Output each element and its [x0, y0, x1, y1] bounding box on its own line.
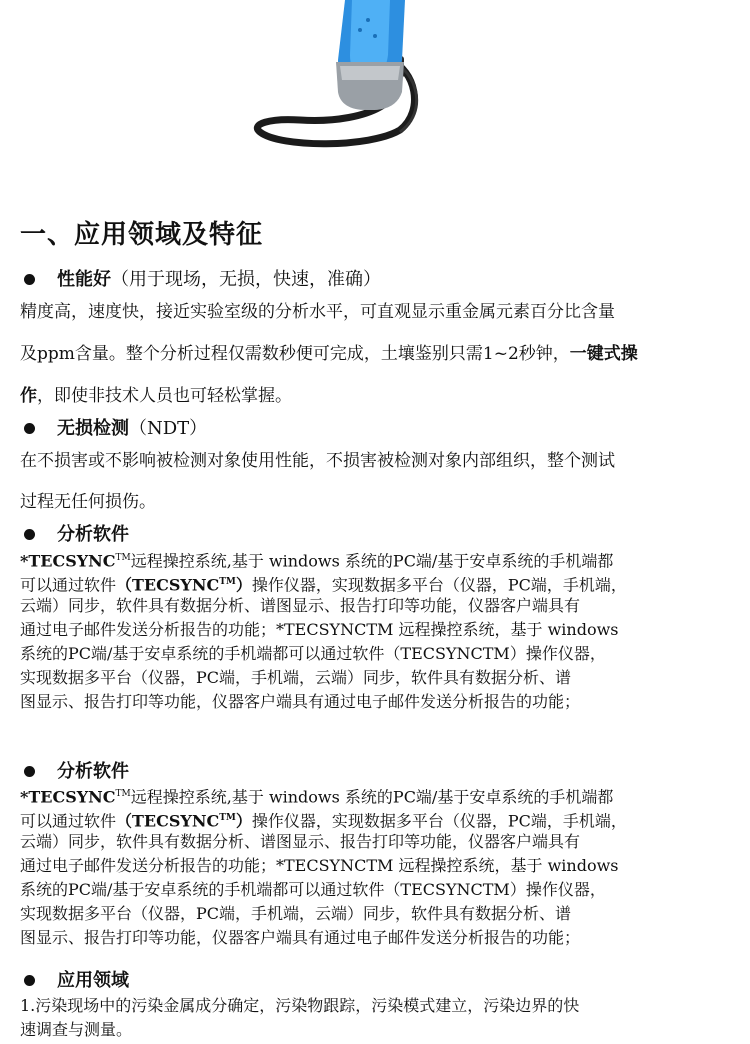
- bullet-subtitle: （NDT）: [129, 418, 208, 439]
- paragraph-line: 云端）同步，软件具有数据分析、谱图显示、报告打印等功能，仪器客户端具有: [20, 596, 581, 615]
- paragraph-line: 实现数据多平台（仪器，PC端，手机端，云端）同步，软件具有数据分析、谱: [20, 904, 572, 923]
- bullet-title: 性能好: [57, 269, 111, 290]
- paragraph-line: 云端）同步，软件具有数据分析、谱图显示、报告打印等功能，仪器客户端具有: [20, 832, 581, 851]
- paragraph-ndt: [20, 447, 732, 529]
- paragraph-line: 系统的PC端/基于安卓系统的手机端都可以通过软件（TECSYNCTM）操作仪器，: [20, 880, 606, 899]
- paragraph-line: 精度高，速度快，接近实验室级的分析水平，可直观显示重金属元素百分比含量: [20, 302, 615, 322]
- bullet-software-1: [20, 520, 129, 546]
- paragraph-application: [20, 994, 732, 1042]
- paragraph-line: 过程无任何损伤。: [20, 492, 156, 512]
- bullet-dot-icon: [24, 274, 35, 285]
- paragraph-line: 图显示、报告打印等功能，仪器客户端具有通过电子邮件发送分析报告的功能；: [20, 692, 581, 711]
- bullet-application: [20, 966, 129, 992]
- bold-text: 一键式操: [569, 344, 638, 364]
- section-heading: 一、应用领域及特征: [20, 220, 264, 250]
- bullet-title: 分析软件: [57, 524, 129, 545]
- paragraph-line: 通过电子邮件发送分析报告的功能；*TECSYNCTM 远程操控系统，基于 windows: [20, 856, 619, 875]
- paragraph-line: 通过电子邮件发送分析报告的功能；*TECSYNCTM 远程操控系统，基于 windows: [20, 620, 619, 639]
- bullet-dot-icon: [24, 423, 35, 434]
- bullet-title: 分析软件: [57, 761, 129, 782]
- paragraph-line: 可以通过软件（TECSYNC™）操作仪器，实现数据多平台（仪器，PC端，手机端，: [20, 575, 627, 595]
- paragraph-performance: [20, 298, 732, 424]
- paragraph-line: *TECSYNC™远程操控系统,基于 windows 系统的PC端/基于安卓系统的手机端都: [20, 787, 614, 807]
- bullet-title: 应用领域: [57, 970, 129, 991]
- paragraph-line: 1.污染现场中的污染金属成分确定，污染物跟踪，污染模式建立，污染边界的快: [20, 996, 580, 1015]
- bold-text: 作: [20, 386, 37, 406]
- paragraph-software-1: [20, 546, 732, 714]
- paragraph-line: 实现数据多平台（仪器，PC端，手机端，云端）同步，软件具有数据分析、谱: [20, 668, 572, 687]
- paragraph-line: 及ppm含量。整个分析过程仅需数秒便可完成，土壤鉴别只需1~2秒钟，一键式操: [20, 344, 638, 364]
- paragraph-line: 可以通过软件（TECSYNC™）操作仪器，实现数据多平台（仪器，PC端，手机端，: [20, 811, 627, 831]
- bullet-performance: [20, 265, 381, 291]
- analyzer-device-image: [240, 0, 440, 150]
- bullet-ndt: [20, 414, 207, 440]
- bullet-subtitle: （用于现场，无损，快速，准确）: [111, 269, 381, 290]
- paragraph-line: 在不损害或不影响被检测对象使用性能，不损害被检测对象内部组织，整个测试: [20, 451, 615, 471]
- bullet-dot-icon: [24, 975, 35, 986]
- paragraph-line: 系统的PC端/基于安卓系统的手机端都可以通过软件（TECSYNCTM）操作仪器，: [20, 644, 606, 663]
- bullet-dot-icon: [24, 529, 35, 540]
- bullet-software-2: [20, 757, 129, 783]
- paragraph-line: 速调查与测量。: [20, 1020, 133, 1039]
- bullet-dot-icon: [24, 766, 35, 777]
- paragraph-line: 作，即使非技术人员也可轻松掌握。: [20, 386, 292, 406]
- bullet-title: 无损检测: [57, 418, 129, 439]
- paragraph-line: 图显示、报告打印等功能，仪器客户端具有通过电子邮件发送分析报告的功能；: [20, 928, 581, 947]
- paragraph-software-2: [20, 782, 732, 950]
- paragraph-line: *TECSYNC™远程操控系统,基于 windows 系统的PC端/基于安卓系统的手机端都: [20, 551, 614, 571]
